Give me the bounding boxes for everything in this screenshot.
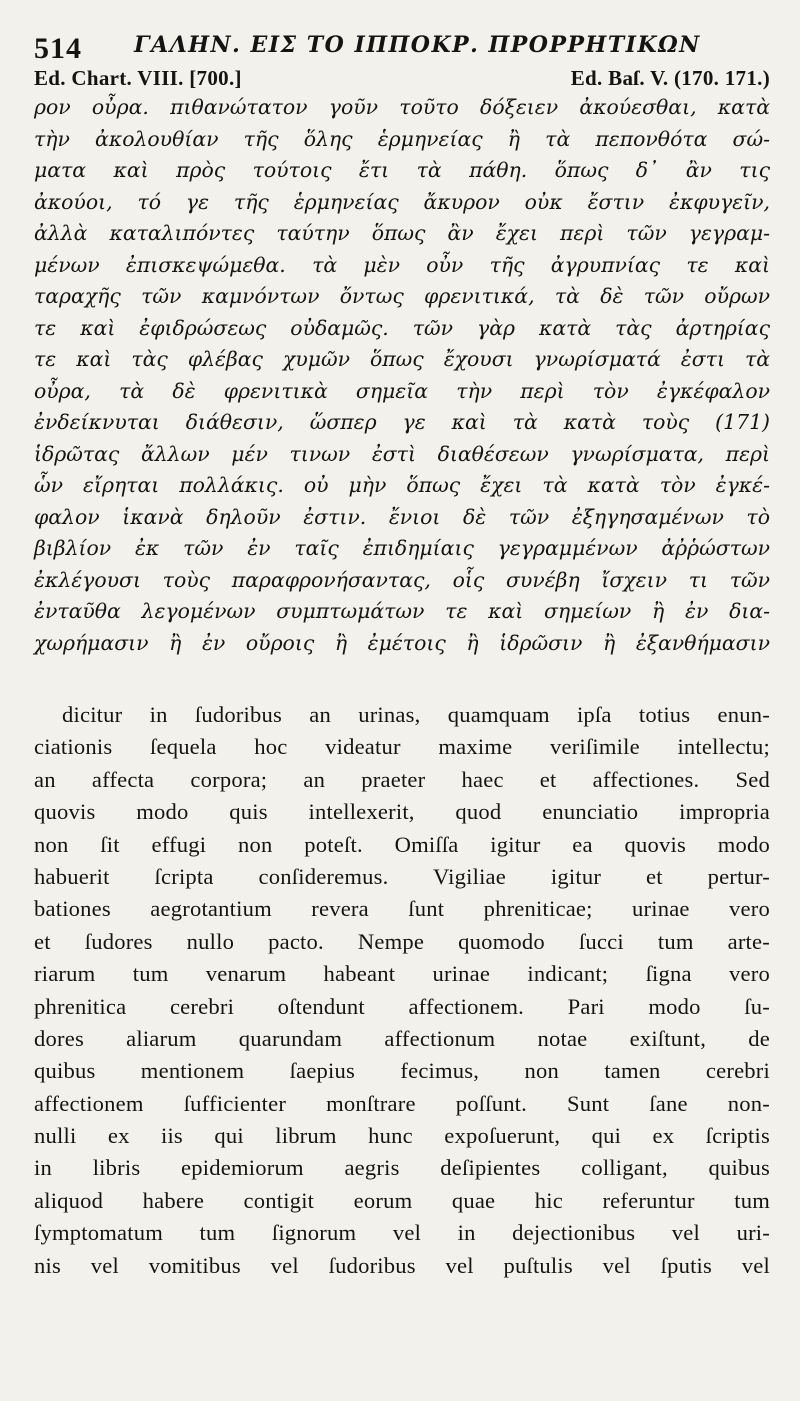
greek-text-line: ἐνταῦθα λεγομένων συμπτωμάτων τε καὶ σημείων ἢ ἐν δια- xyxy=(34,599,770,623)
latin-text-line: an affecta corpora; an praeter haec et affectiones. Sed xyxy=(34,766,770,792)
greek-text-line: ἐκλέγουσι τοὺς παραφρονήσαντας, οἷς συνέβη ἴσχειν τι τῶν xyxy=(34,567,770,592)
latin-text-line: habuerit ſcripta conſideremus. Vigiliae igitur et pertur- xyxy=(34,863,770,889)
greek-text-line: ματα καὶ πρὸς τούτοις ἔτι τὰ πάθη. ὅπως δ᾽ ἂν τις xyxy=(34,158,770,182)
greek-text-line: τε καὶ τὰς φλέβας χυμῶν ὅπως ἔχουσι γνωρίσματά ἐστι τὰ xyxy=(34,347,770,371)
section-gap xyxy=(34,659,770,699)
latin-text-line: aliquod habere contigit eorum quae hic referuntur tum xyxy=(34,1187,770,1213)
greek-text-line: οὖρα, τὰ δὲ φρενιτικὰ σημεῖα τὴν περὶ τὸν ἐγκέφαλον xyxy=(34,378,770,403)
latin-text-line: phrenitica cerebri oſtendunt affectionem. Pari modo ſu- xyxy=(34,993,770,1019)
greek-text-line: βιβλίον ἐκ τῶν ἐν ταῖς ἐπιδημίαις γεγραμμένων ἀῤῥώστων xyxy=(34,536,770,560)
latin-text-line: non ſit effugi non poteſt. Omiſſa igitur ea quovis modo xyxy=(34,831,770,857)
greek-text-line: ταραχῆς τῶν καμνόντων ὄντως φρενιτικά, τὰ δὲ τῶν οὔρων xyxy=(34,284,770,308)
latin-text-line: riarum tum venarum habeant urinae indicant; ſigna vero xyxy=(34,961,770,987)
latin-text-line: quovis modo quis intellexerit, quod enunciatio impropria xyxy=(34,799,770,825)
greek-text-line: τὴν ἀκολουθίαν τῆς ὅλης ἑρμηνείας ἢ τὰ πεπονθότα σώ- xyxy=(34,126,770,151)
latin-text-line: ciationis ſequela hoc videatur maxime veriſimile intellectu; xyxy=(34,734,770,760)
edition-chart-reference: Ed. Chart. VIII. [700.] xyxy=(34,66,242,90)
latin-text-line: quibus mentionem ſaepius fecimus, non tamen cerebri xyxy=(34,1058,770,1084)
latin-text-line: ſymptomatum tum ſignorum vel in dejectionibus vel uri- xyxy=(34,1220,770,1246)
greek-text-line: μένων ἐπισκεψώμεθα. τὰ μὲν οὖν τῆς ἀγρυπνίας τε καὶ xyxy=(34,252,770,277)
latin-text-line: in libris epidemiorum aegris deſipientes colligant, quibus xyxy=(34,1155,770,1181)
greek-text-line: ἱδρῶτας ἄλλων μέν τινων ἐστὶ διαθέσεων γνωρίσματα, περὶ xyxy=(34,441,770,466)
edition-basel-reference: Ed. Baſ. V. (170. 171.) xyxy=(570,66,770,90)
latin-text-line: nis vel vomitibus vel ſudoribus vel puſtulis vel ſputis vel xyxy=(34,1252,770,1278)
greek-text-line: ἀλλὰ καταλιπόντες ταύτην ὅπως ἂν ἔχει περὶ τῶν γεγραμ- xyxy=(34,221,770,245)
latin-text-block xyxy=(34,699,770,1282)
greek-text-line: τε καὶ ἐφιδρώσεως οὐδαμῶς. τῶν γὰρ κατὰ τὰς ἀρτηρίας xyxy=(34,315,770,340)
running-title: ΓΑΛΗΝ. ΕΙΣ ΤΟ ΙΠΠΟΚΡ. ΠΡΟΡΡΗΤΙΚΩΝ xyxy=(134,32,701,58)
page-header xyxy=(34,28,770,64)
greek-text-block xyxy=(34,92,770,659)
greek-text-line: ὧν εἴρηται πολλάκις. οὐ μὴν ὅπως ἔχει τὰ κατὰ τὸν ἐγκέ- xyxy=(34,473,770,497)
latin-text-line: affectionem ſufficienter monſtrare poſſunt. Sunt ſane non- xyxy=(34,1090,770,1116)
latin-text-line: dores aliarum quarundam affectionum notae exiſtunt, de xyxy=(34,1025,770,1051)
latin-text-line: nulli ex iis qui librum hunc expoſuerunt, qui ex ſcriptis xyxy=(34,1123,770,1149)
latin-text-line: bationes aegrotantium revera ſunt phreniticae; urinae vero xyxy=(34,896,770,922)
latin-text-line: dicitur in ſudoribus an urinas, quamquam ipſa totius enun- xyxy=(62,702,770,727)
page-number: 514 xyxy=(34,32,82,65)
edition-reference-line xyxy=(34,64,770,92)
greek-text-line: χωρήμασιν ἢ ἐν οὔροις ἢ ἐμέτοις ἢ ἱδρῶσιν ἢ ἐξανθήμασιν xyxy=(34,630,770,655)
latin-text-line: et ſudores nullo pacto. Nempe quomodo ſucci tum arte- xyxy=(34,928,770,954)
greek-text-line: ρον οὖρα. πιθανώτατον γοῦν τοῦτο δόξειεν ἀκούεσθαι, κατὰ xyxy=(34,95,770,119)
greek-text-line: ἀκούοι, τό γε τῆς ἑρμηνείας ἄκυρον οὐκ ἔστιν ἐκφυγεῖν, xyxy=(34,189,770,214)
greek-text-line: ἐνδείκνυται διάθεσιν, ὥσπερ γε καὶ τὰ κατὰ τοὺς (171) xyxy=(34,410,770,434)
greek-text-line: φαλον ἱκανὰ δηλοῦν ἐστιν. ἔνιοι δὲ τῶν ἐξηγησαμένων τὸ xyxy=(34,504,770,529)
